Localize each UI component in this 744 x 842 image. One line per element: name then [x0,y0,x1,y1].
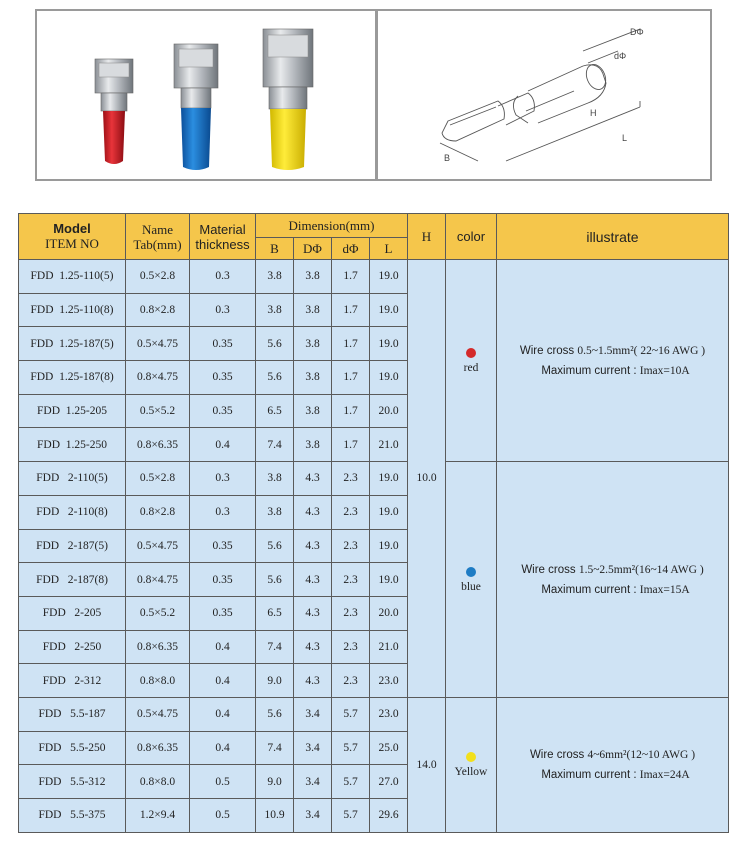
header-h: H [408,214,446,260]
l-cell: 19.0 [370,462,408,496]
blue-dot-icon [466,567,476,577]
wire-cross-label: Wire cross [521,563,579,576]
model-cell: FDD 5.5-187 [19,697,126,731]
tab-cell: 0.8×6.35 [126,428,190,462]
dphi-small-cell: 5.7 [332,731,370,765]
header-b: B [256,238,294,260]
thickness-cell: 0.4 [190,428,256,462]
header-name-tab: Name Tab(mm) [126,214,190,260]
tab-cell: 0.8×8.0 [126,664,190,698]
thickness-cell: 0.4 [190,731,256,765]
dphi-small-cell: 2.3 [332,563,370,597]
dphi-big-cell: 4.3 [294,596,332,630]
max-current-value: Imax=10A [639,364,690,377]
tab-cell: 0.5×5.2 [126,596,190,630]
l-cell: 19.0 [370,361,408,395]
dphi-small-cell: 1.7 [332,394,370,428]
tab-cell: 0.5×5.2 [126,394,190,428]
dphi-small-cell: 1.7 [332,293,370,327]
header-model: Model ITEM NO [19,214,126,260]
h-cell: 14.0 [408,697,446,832]
color-name: Yellow [454,765,488,778]
dphi-big-cell: 3.8 [294,293,332,327]
max-current-line [497,765,728,785]
tab-cell: 0.8×2.8 [126,293,190,327]
header-material-thickness: Material thickness [190,214,256,260]
tab-cell: 0.5×4.75 [126,529,190,563]
table-row [19,697,729,731]
b-cell: 10.9 [256,799,294,833]
thickness-cell: 0.3 [190,462,256,496]
model-cell: FDD 1.25-187(5) [19,327,126,361]
tab-cell: 0.8×4.75 [126,563,190,597]
dphi-big-cell: 4.3 [294,563,332,597]
l-cell: 21.0 [370,428,408,462]
dphi-big-cell: 3.4 [294,731,332,765]
header-dphi-small: dΦ [332,238,370,260]
color-name: blue [461,580,481,593]
model-cell: FDD 5.5-250 [19,731,126,765]
max-current-label: Maximum current : [541,768,640,781]
dphi-big-cell: 3.4 [294,765,332,799]
thickness-cell: 0.35 [190,596,256,630]
l-cell: 19.0 [370,495,408,529]
dphi-big-cell: 4.3 [294,462,332,496]
b-cell: 7.4 [256,428,294,462]
model-cell: FDD 1.25-110(8) [19,293,126,327]
l-cell: 29.6 [370,799,408,833]
thickness-cell: 0.35 [190,327,256,361]
color-cell [446,462,497,698]
model-cell: FDD 2-187(8) [19,563,126,597]
thickness-cell: 0.35 [190,361,256,395]
thickness-cell: 0.35 [190,529,256,563]
model-cell: FDD 1.25-250 [19,428,126,462]
max-current-line [497,580,728,600]
spec-table [18,213,729,833]
dphi-small-cell: 2.3 [332,529,370,563]
wire-cross-value: 0.5~1.5mm²( 22~16 AWG ) [577,344,706,357]
dphi-small-cell: 2.3 [332,495,370,529]
model-cell: FDD 1.25-205 [19,394,126,428]
max-current-value: Imax=24A [639,768,690,781]
wire-cross-line [497,341,728,361]
b-cell: 5.6 [256,697,294,731]
model-cell: FDD 2-250 [19,630,126,664]
wire-cross-label: Wire cross [519,344,578,357]
model-cell: FDD 2-312 [19,664,126,698]
l-cell: 19.0 [370,563,408,597]
b-cell: 5.6 [256,327,294,361]
dphi-big-cell: 3.8 [294,327,332,361]
blue-terminal-photo [174,44,218,170]
dphi-big-cell: 3.8 [294,260,332,294]
tab-cell: 0.8×4.75 [126,361,190,395]
l-cell: 19.0 [370,327,408,361]
l-cell: 23.0 [370,664,408,698]
header-dimension: Dimension(mm) [256,214,408,238]
b-cell: 3.8 [256,495,294,529]
yellow-dot-icon [466,752,476,762]
max-current-value: Imax=15A [639,583,690,596]
l-cell: 19.0 [370,293,408,327]
h-cell: 10.0 [408,260,446,698]
b-cell: 5.6 [256,361,294,395]
dphi-small-cell: 1.7 [332,361,370,395]
tab-cell: 0.8×6.35 [126,630,190,664]
dphi-big-cell: 3.4 [294,799,332,833]
red-terminal-photo [95,59,133,164]
tab-cell: 0.5×4.75 [126,697,190,731]
l-cell: 19.0 [370,529,408,563]
thickness-cell: 0.4 [190,630,256,664]
b-cell: 3.8 [256,260,294,294]
tab-cell: 0.8×8.0 [126,765,190,799]
wire-cross-label: Wire cross [529,748,588,761]
color-cell [446,697,497,832]
model-cell: FDD 2-110(8) [19,495,126,529]
wire-cross-line [497,560,728,580]
l-cell: 19.0 [370,260,408,294]
tab-cell: 0.5×4.75 [126,327,190,361]
wire-cross-line [497,745,728,765]
product-image-panel [35,9,712,181]
dphi-big-cell: 3.8 [294,394,332,428]
dphi-big-cell: 4.3 [294,495,332,529]
b-cell: 7.4 [256,630,294,664]
terminal-photos [37,11,375,179]
model-cell: FDD 1.25-187(8) [19,361,126,395]
wire-cross-value: 4~6mm²(12~10 AWG ) [587,748,696,761]
dphi-small-cell: 5.7 [332,765,370,799]
b-cell: 3.8 [256,293,294,327]
dphi-small-cell: 2.3 [332,596,370,630]
max-current-label: Maximum current : [541,364,640,377]
thickness-cell: 0.5 [190,765,256,799]
red-dot-icon [466,348,476,358]
illustrate-cell [497,462,729,698]
l-cell: 25.0 [370,731,408,765]
thickness-cell: 0.4 [190,664,256,698]
b-cell: 5.6 [256,529,294,563]
label-B: B [444,153,451,163]
l-cell: 21.0 [370,630,408,664]
l-cell: 20.0 [370,596,408,630]
thickness-cell: 0.3 [190,293,256,327]
tab-cell: 0.5×2.8 [126,260,190,294]
label-L: L [622,133,628,143]
dphi-big-cell: 3.8 [294,361,332,395]
model-cell: FDD 5.5-312 [19,765,126,799]
l-cell: 23.0 [370,697,408,731]
b-cell: 6.5 [256,394,294,428]
thickness-cell: 0.5 [190,799,256,833]
table-row [19,462,729,496]
table-row [19,260,729,294]
dphi-big-cell: 4.3 [294,630,332,664]
yellow-terminal-photo [263,29,313,170]
b-cell: 9.0 [256,765,294,799]
illustrate-cell [497,697,729,832]
model-cell: FDD 5.5-375 [19,799,126,833]
tab-cell: 1.2×9.4 [126,799,190,833]
l-cell: 27.0 [370,765,408,799]
b-cell: 7.4 [256,731,294,765]
label-H: H [590,108,597,118]
dphi-big-cell: 3.8 [294,428,332,462]
model-cell: FDD 2-187(5) [19,529,126,563]
dphi-big-cell: 4.3 [294,664,332,698]
b-cell: 9.0 [256,664,294,698]
tab-cell: 0.8×6.35 [126,731,190,765]
header-l: L [370,238,408,260]
dphi-small-cell: 1.7 [332,260,370,294]
label-d: dΦ [614,51,627,61]
label-D: DΦ [630,27,644,37]
model-cell: FDD 2-205 [19,596,126,630]
header-color: color [446,214,497,260]
tab-cell: 0.8×2.8 [126,495,190,529]
thickness-cell: 0.3 [190,495,256,529]
b-cell: 3.8 [256,462,294,496]
l-cell: 20.0 [370,394,408,428]
illustrate-cell [497,260,729,462]
dphi-small-cell: 5.7 [332,799,370,833]
max-current-line [497,361,728,381]
dphi-small-cell: 2.3 [332,462,370,496]
color-name: red [463,361,479,374]
dphi-small-cell: 1.7 [332,327,370,361]
model-cell: FDD 1.25-110(5) [19,260,126,294]
thickness-cell: 0.35 [190,394,256,428]
dphi-small-cell: 5.7 [332,697,370,731]
header-dphi-big: DΦ [294,238,332,260]
wire-cross-value: 1.5~2.5mm²(16~14 AWG ) [578,563,704,576]
dphi-big-cell: 3.4 [294,697,332,731]
header-illustrate: illustrate [497,214,729,260]
tab-cell: 0.5×2.8 [126,462,190,496]
dphi-small-cell: 2.3 [332,630,370,664]
dphi-small-cell: 1.7 [332,428,370,462]
thickness-cell: 0.3 [190,260,256,294]
dimension-drawing [378,11,710,179]
b-cell: 6.5 [256,596,294,630]
model-cell: FDD 2-110(5) [19,462,126,496]
thickness-cell: 0.35 [190,563,256,597]
max-current-label: Maximum current : [541,583,640,596]
thickness-cell: 0.4 [190,697,256,731]
b-cell: 5.6 [256,563,294,597]
color-cell [446,260,497,462]
dphi-big-cell: 4.3 [294,529,332,563]
dphi-small-cell: 2.3 [332,664,370,698]
